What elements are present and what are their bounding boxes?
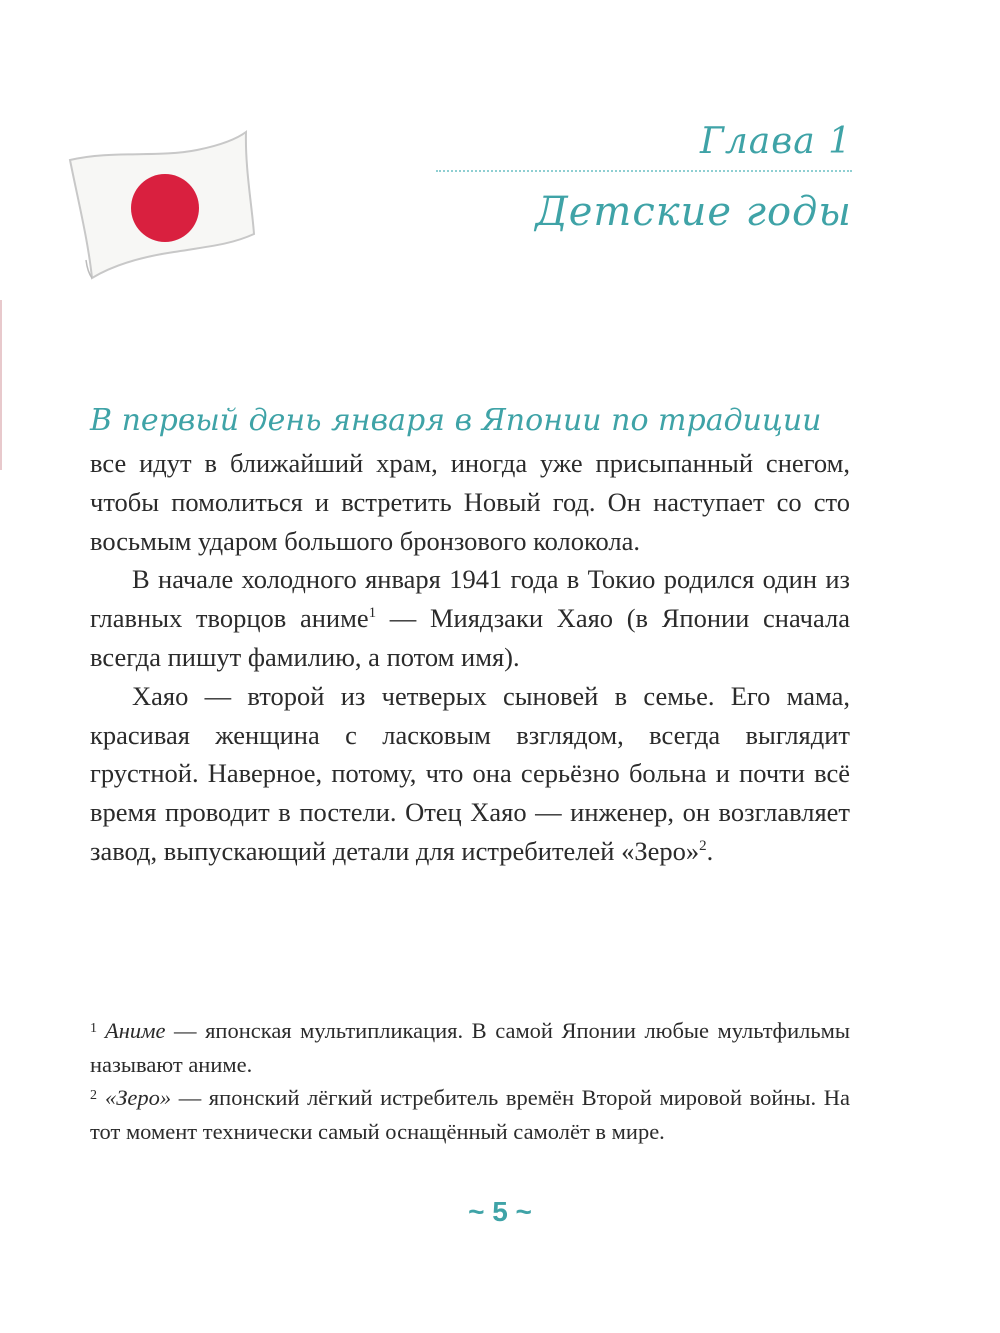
paragraph (90, 677, 850, 871)
footnote-number: 2 (90, 1088, 97, 1103)
main-text (90, 398, 850, 871)
flag-disc (131, 174, 199, 242)
footnote-text: — японский лёгкий истребитель времён Второй мировой войны. На тот момент технически самый оснащённый самолёт в мире. (90, 1085, 850, 1144)
page-number: ~ 5 ~ (468, 1196, 532, 1227)
paragraph-text: Хаяо — второй из четверых сыновей в семье. Его мама, красивая женщина с ласковым взглядом, всегда выглядит грустной. Наверное, потому, что она серьёзно больна и почти всё время проводит в постели. Отец Хаяо — инженер, он возглавляет завод, выпускающий детали для истребителей «Зеро» (90, 680, 850, 866)
paragraph-text: В начале холодного января 1941 года в Токио родился один из главных творцов аниме (90, 564, 850, 634)
paragraph-text: . (706, 835, 714, 866)
paragraph-text: все идут в ближайший храм, иногда уже присыпанный снегом, чтобы помолиться и встретить Новый год. Он наступает со сто восьмым ударом большого бронзового колокола. (90, 448, 850, 556)
footnote-number: 1 (90, 1021, 97, 1036)
lead-line: В первый день января в Японии по традиции (90, 403, 822, 438)
footnotes (90, 1014, 850, 1148)
paragraph-text: — Миядзаки Хаяо (в Японии сначала всегда пишут фамилию, а потом имя). (90, 603, 850, 672)
chapter-label: Глава 1 (700, 121, 852, 162)
footnote-text: — японская мультипликация. В самой Японии любые мультфильмы называют аниме. (90, 1018, 850, 1077)
paragraph (90, 560, 850, 676)
chapter-header (428, 118, 852, 240)
footnote-ref: 1 (368, 605, 377, 622)
footnote-term: «Зеро» (105, 1085, 172, 1110)
paragraph (90, 444, 850, 560)
footnote-ref: 2 (699, 838, 707, 855)
page-edge-mark (0, 300, 2, 470)
footnote (90, 1014, 850, 1081)
footnote (90, 1081, 850, 1148)
footnote-term: Аниме (105, 1018, 166, 1043)
japan-flag-icon (62, 128, 258, 288)
chapter-divider (436, 170, 852, 172)
chapter-title: Детские годы (535, 189, 852, 235)
